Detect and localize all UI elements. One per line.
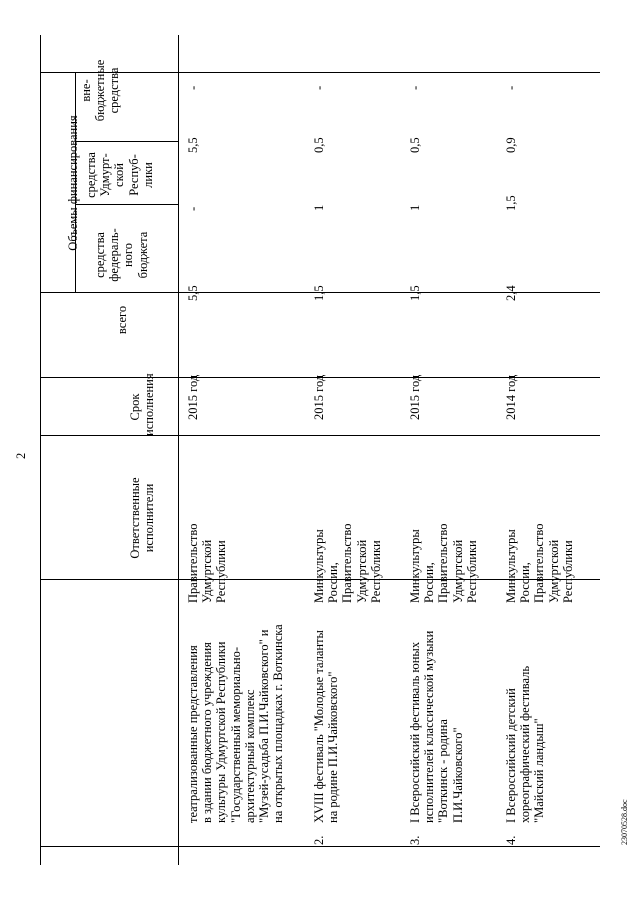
header-deadline: Срок исполнения	[128, 373, 157, 436]
header-funding-group: Объемы финансирования	[66, 115, 80, 251]
cell-republic: 5,5	[186, 137, 200, 153]
cell-deadline: 2015 год	[408, 374, 422, 420]
cell-republic: 0,5	[312, 137, 326, 153]
header-responsible: Ответственные исполнители	[128, 477, 157, 559]
cell-extra: -	[186, 85, 200, 90]
footer-code: 23070528.doc	[620, 799, 629, 845]
cell-responsible: Минкультуры России, Правительство Удмуртской Республики	[504, 523, 575, 603]
header-extra: вне- бюджетные средства	[79, 59, 122, 122]
cell-num: 4.	[504, 835, 518, 845]
cell-federal: 1	[312, 204, 326, 211]
cell-event: I Всероссийский фестиваль юных исполнителей классической музыки "Воткинск - родина П.И.Чайковского"	[408, 630, 465, 823]
header-total: всего	[115, 305, 129, 335]
header-bottom-border	[178, 35, 179, 865]
cell-extra: -	[408, 85, 422, 90]
header-federal: средства федераль- ного бюджета	[93, 228, 150, 282]
cell-event: театрализованные представления в здании бюджетного учреждения культуры Удмуртской Республики "Государственный мемориально- архитектурный комплекс "Музей-усадьба П.И.Чайковского" и на открытых площадках г. Воткинска	[186, 624, 286, 823]
cell-republic: 0,9	[504, 137, 518, 153]
cell-num: 2.	[312, 835, 326, 845]
cell-deadline: 2014 год	[504, 374, 518, 420]
header-republic: средства Удмурт- ской Респуб- лики	[84, 152, 155, 198]
cell-extra: -	[312, 85, 326, 90]
cell-responsible: Правительство Удмуртской Республики	[186, 523, 229, 603]
table-top-border	[40, 35, 41, 865]
cell-num: 3.	[408, 835, 422, 845]
cell-republic: 0,5	[408, 137, 422, 153]
col-border-extra	[40, 72, 600, 73]
cell-federal: 1,5	[504, 195, 518, 211]
cell-federal: -	[186, 206, 200, 211]
cell-event: XVIII фестиваль "Молодые таланты на родине П.И.Чайковского"	[312, 630, 341, 823]
col-border-responsible	[40, 435, 600, 436]
cell-event: I Всероссийский детский хореографический фестиваль "Майский ландыш"	[504, 665, 547, 823]
cell-extra: -	[504, 85, 518, 90]
cell-total: 1,5	[408, 285, 422, 301]
cell-deadline: 2015 год	[186, 374, 200, 420]
col-border-num	[40, 846, 600, 847]
page-number: 2	[14, 452, 28, 459]
cell-federal: 1	[408, 204, 422, 211]
cell-deadline: 2015 год	[312, 374, 326, 420]
cell-responsible: Минкультуры России, Правительство Удмуртской Республики	[408, 523, 479, 603]
cell-responsible: Минкультуры России, Правительство Удмуртской Республики	[312, 523, 383, 603]
cell-total: 1,5	[312, 285, 326, 301]
cell-total: 5,5	[186, 285, 200, 301]
cell-total: 2,4	[504, 285, 518, 301]
